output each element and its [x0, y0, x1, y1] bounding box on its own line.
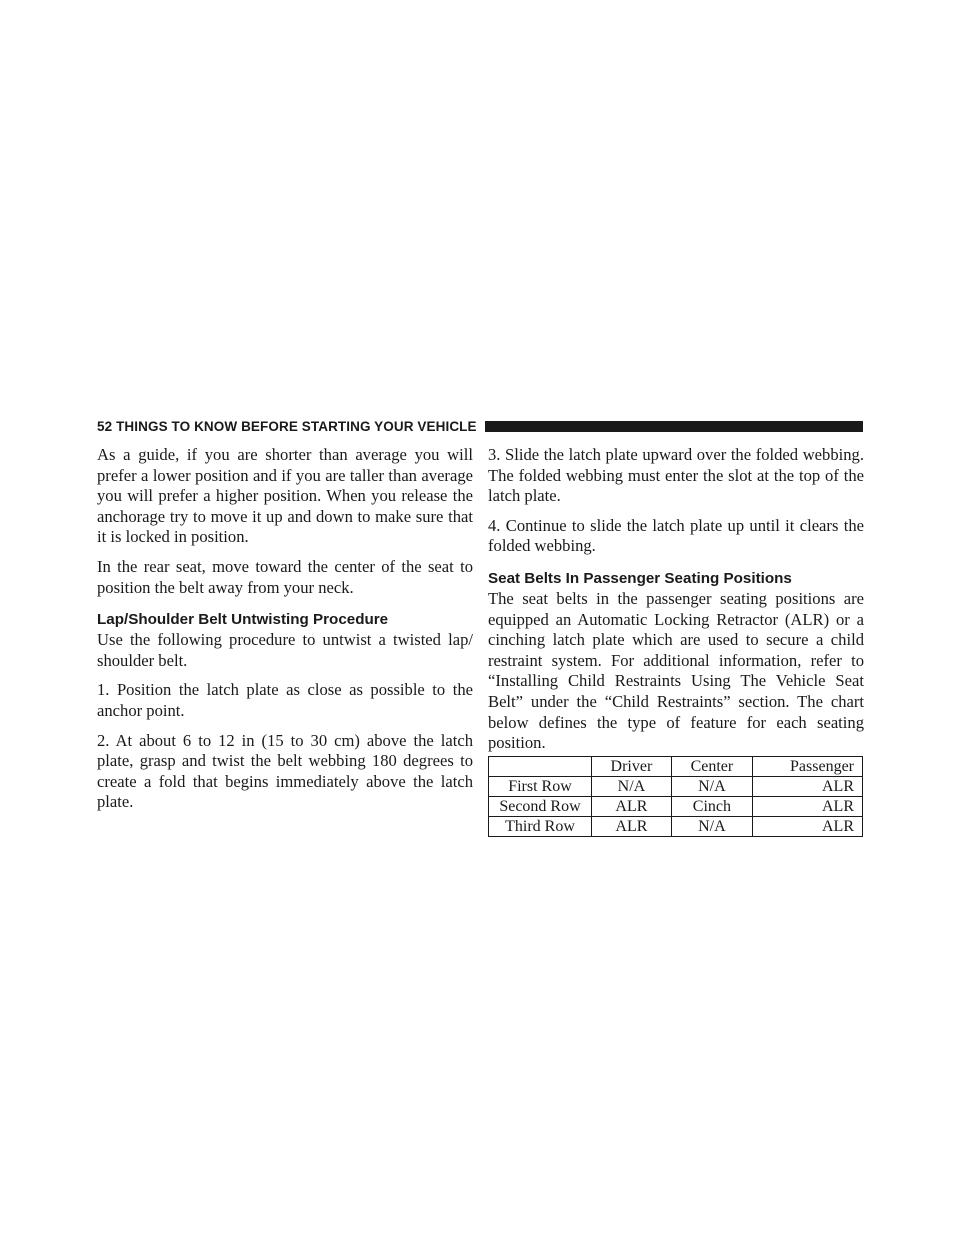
left-column	[97, 445, 473, 822]
step-2: 2. At about 6 to 12 in (15 to 30 cm) above the latch plate, grasp and twist the belt webbing 180 degrees to create a fold that begins immediately above the latch plate.	[97, 730, 473, 812]
table-cell: Third Row	[489, 816, 592, 836]
running-header	[97, 416, 863, 436]
table-cell: N/A	[671, 816, 752, 836]
table-header-cell: Driver	[592, 756, 672, 776]
table-row	[489, 796, 863, 816]
step-4: 4. Continue to slide the latch plate up until it clears the folded webbing.	[488, 515, 864, 556]
table-cell: Second Row	[489, 796, 592, 816]
table-cell: ALR	[592, 816, 672, 836]
table-row	[489, 816, 863, 836]
table-header-cell	[489, 756, 592, 776]
heading-passenger-seating: Seat Belts In Passenger Seating Positions	[488, 569, 792, 587]
table-header-cell: Passenger	[752, 756, 862, 776]
table-cell: ALR	[752, 796, 862, 816]
table-cell: ALR	[592, 796, 672, 816]
step-3: 3. Slide the latch plate upward over the folded webbing. The folded webbing must enter the slot at the top of the latch plate.	[488, 445, 864, 506]
table-header-cell: Center	[671, 756, 752, 776]
table-cell: N/A	[671, 776, 752, 796]
paragraph-untwist-intro: Use the following procedure to untwist a twisted lap/ shoulder belt.	[97, 630, 473, 670]
header-rule-bar	[485, 421, 863, 432]
table-header-row	[489, 756, 863, 776]
table-cell: ALR	[752, 776, 862, 796]
right-column	[488, 445, 864, 837]
table-cell: Cinch	[671, 796, 752, 816]
table-cell: ALR	[752, 816, 862, 836]
table-cell: First Row	[489, 776, 592, 796]
seating-position-table	[488, 756, 863, 837]
table-row	[489, 776, 863, 796]
running-head-text: 52 THINGS TO KNOW BEFORE STARTING YOUR VEHICLE	[97, 418, 477, 434]
paragraph-rear-seat: In the rear seat, move toward the center of the seat to position the belt away from your neck.	[97, 556, 473, 597]
paragraph-passenger-seat-belts: The seat belts in the passenger seating positions are equipped an Automatic Locking Retractor (ALR) or a cinching latch plate which are used to secure a child restraint system. For additional information, refer to “Installing Child Restraints Using The Vehicle Seat Belt” under the “Child Restraints” section. The chart below defines the type of feature for each seating position.	[488, 588, 864, 753]
table-cell: N/A	[592, 776, 672, 796]
step-1: 1. Position the latch plate as close as possible to the anchor point.	[97, 680, 473, 720]
paragraph-height-guide: As a guide, if you are shorter than average you will prefer a lower position and if you are taller than average you will prefer a higher position. When you release the anchorage try to move it up and down to make sure that it is locked in position.	[97, 445, 473, 547]
heading-untwisting-procedure: Lap/Shoulder Belt Untwisting Procedure	[97, 611, 389, 629]
